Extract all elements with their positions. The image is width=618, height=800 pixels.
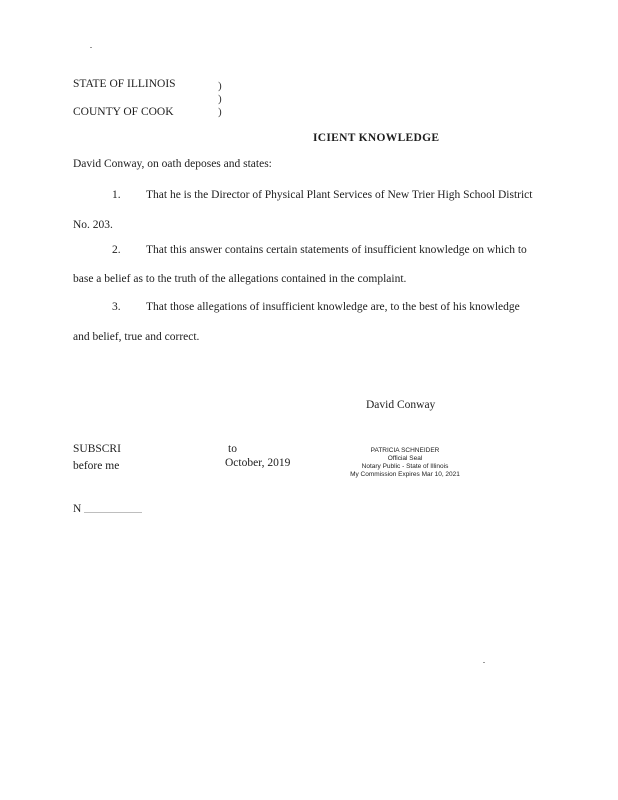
seal-official-seal: Official Seal (387, 455, 423, 462)
paragraph-1-line-2: No. 203. (73, 219, 113, 231)
caption-paren-2: ) (218, 93, 222, 105)
caption-paren-3: ) (218, 106, 222, 118)
document-heading: ICIENT KNOWLEDGE (313, 132, 440, 144)
jurat-subscribed: SUBSCRI (73, 443, 121, 455)
signature-name: David Conway (366, 399, 436, 411)
paragraph-3-line-2: and belief, true and correct. (73, 331, 200, 343)
seal-notary-public: Notary Public - State of Illinois (361, 463, 449, 470)
caption-paren-1: ) (218, 80, 222, 92)
paragraph-2-number: 2. (112, 244, 121, 256)
paragraph-1-line-1: That he is the Director of Physical Plant Services of New Trier High School District (146, 189, 533, 201)
caption-county: COUNTY OF COOK (73, 106, 174, 118)
scan-speck (483, 662, 485, 663)
paragraph-3-number: 3. (112, 301, 121, 313)
notary-signature-smudge (84, 512, 142, 513)
jurat-before-me: before me (73, 460, 120, 472)
scan-speck (90, 47, 92, 48)
paragraph-1-number: 1. (112, 189, 121, 201)
caption-state: STATE OF ILLINOIS (73, 78, 176, 90)
paragraph-2-line-2: base a belief as to the truth of the allegations contained in the complaint. (73, 273, 407, 285)
intro-line: David Conway, on oath deposes and states: (73, 158, 272, 170)
notary-initial: N (73, 503, 82, 515)
jurat-to: to (228, 443, 237, 455)
seal-commission-expires: My Commission Expires Mar 10, 2021 (350, 471, 460, 478)
paragraph-3-line-1: That those allegations of insufficient knowledge are, to the best of his knowledge (146, 301, 520, 313)
seal-notary-name: PATRICIA SCHNEIDER (370, 447, 440, 454)
jurat-date: October, 2019 (225, 457, 291, 469)
paragraph-2-line-1: That this answer contains certain statements of insufficient knowledge on which to (146, 244, 527, 256)
